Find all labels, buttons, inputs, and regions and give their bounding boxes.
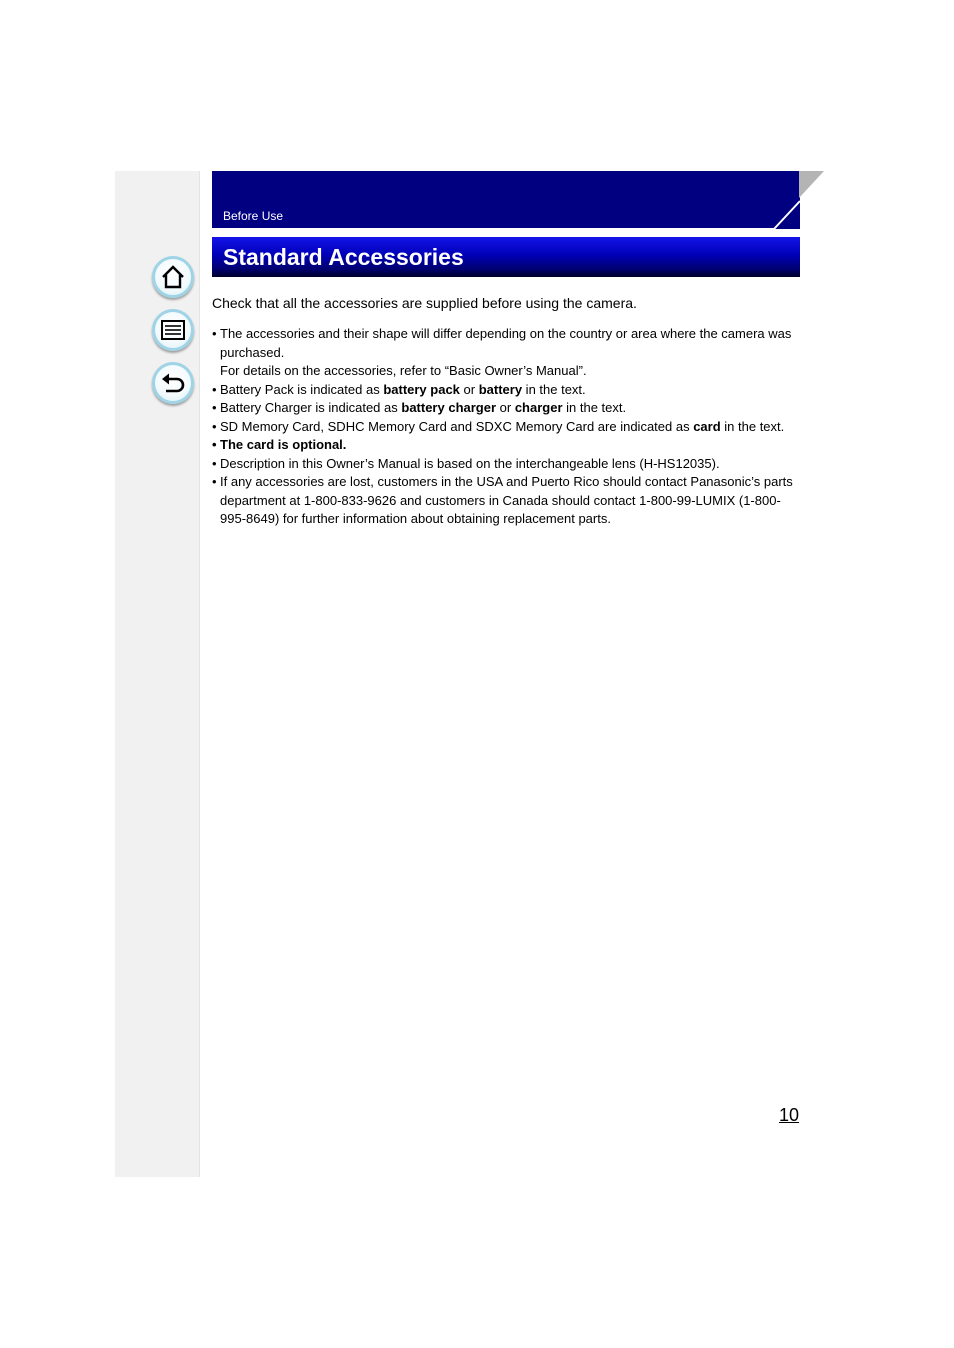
- note-text: Battery Pack is indicated as: [220, 381, 384, 397]
- intro-text: Check that all the accessories are supplied before using the camera.: [212, 295, 637, 311]
- list-item: [212, 455, 802, 474]
- bold-term: battery charger: [401, 400, 497, 415]
- list-item: [212, 436, 802, 455]
- home-button[interactable]: [152, 256, 194, 298]
- page-number: 10: [779, 1105, 800, 1125]
- header-corner-notch: [770, 171, 824, 231]
- bold-term: card: [693, 418, 721, 434]
- note-text: For details on the accessories, refer to “Basic Owner’s Manual”.: [220, 363, 587, 378]
- header-divider: [212, 228, 774, 230]
- back-button[interactable]: [152, 362, 194, 404]
- note-text: SD Memory Card, SDHC Memory Card and SDXC Memory Card are indicated as: [220, 418, 694, 434]
- note-text: in the text.: [720, 418, 785, 434]
- menu-list-icon: [160, 317, 186, 343]
- list-item: [212, 325, 802, 381]
- note-text: or: [496, 400, 515, 415]
- section-label: Before Use: [223, 209, 284, 223]
- back-arrow-icon: [160, 370, 186, 396]
- home-icon: [160, 264, 186, 290]
- note-text: Description in this Owner’s Manual is based on the interchangeable lens (H-HS12035).: [220, 455, 720, 471]
- list-item: [212, 381, 802, 400]
- note-text: or: [459, 381, 479, 397]
- notes-list: [212, 325, 802, 529]
- header-band: [212, 171, 800, 229]
- note-text: in the text.: [562, 400, 627, 415]
- list-item: [212, 418, 802, 437]
- menu-button[interactable]: [152, 309, 194, 351]
- note-text: in the text.: [522, 381, 586, 397]
- note-text: The card is optional.: [220, 437, 347, 452]
- bold-term: battery pack: [383, 381, 460, 397]
- bold-term: battery: [478, 381, 523, 397]
- note-text: If any accessories are lost, customers in the USA and Puerto Rico should contact Panasonic’s parts department at 1-800-833-9626 and customers in Canada should contact 1-800-99-LUMIX (1-800-995-8649) for further information about obtaining replacement parts.: [220, 474, 793, 526]
- list-item: [212, 473, 802, 529]
- list-item: [212, 399, 802, 418]
- page-title: Standard Accessories: [223, 244, 464, 270]
- note-text: The accessories and their shape will differ depending on the country or area where the camera was purchased.: [220, 326, 792, 360]
- bold-term: charger: [514, 400, 563, 415]
- note-text: Battery Charger is indicated as: [220, 400, 402, 415]
